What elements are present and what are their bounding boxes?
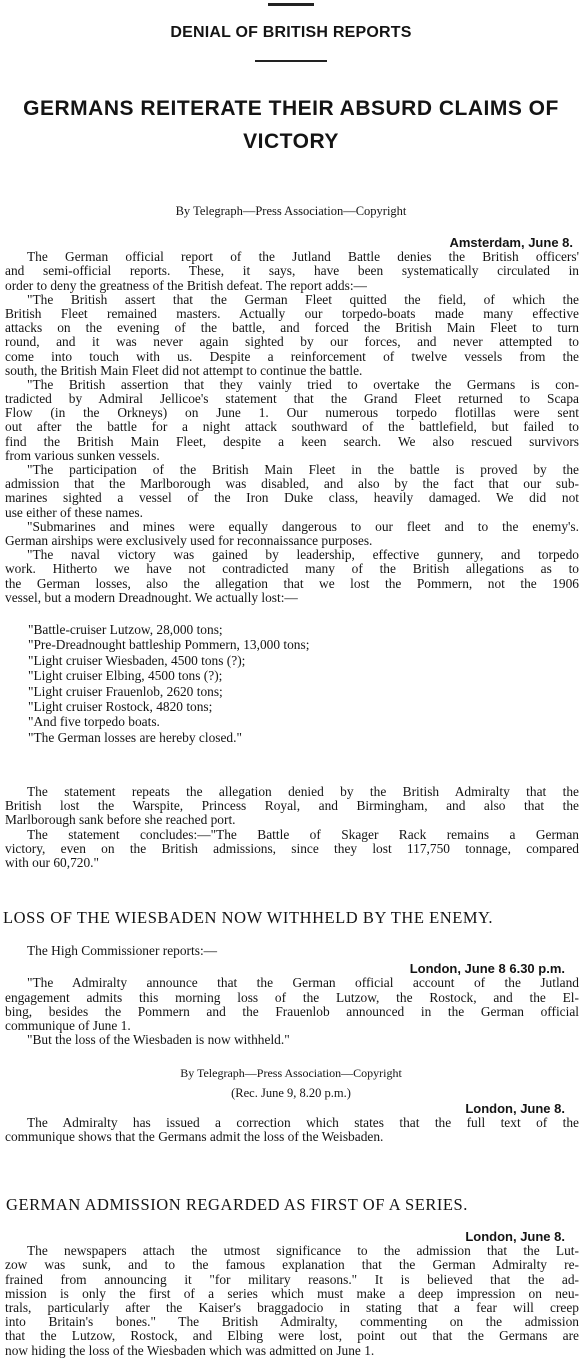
text-line: The newspapers attach the utmost significance to the admission that the Lut- <box>27 1244 579 1259</box>
text-line: marines sighted a vessel of the Iron Duke class, heavily damaged. We did not <box>5 491 579 506</box>
text-line: now hiding the loss of the Wiesbaden which was admitted on June 1. <box>5 1343 375 1358</box>
headline-top: DENIAL OF BRITISH REPORTS <box>170 24 412 41</box>
dateline: London, June 8. <box>465 1102 565 1116</box>
dateline: Amsterdam, June 8. <box>449 236 573 250</box>
text-line: zow was sunk, and to the famous explanation that the German Admiralty re- <box>5 1258 579 1273</box>
text-line: mission is only the first of a series which must make a deep impression on neu- <box>5 1286 579 1301</box>
text-line: "The British assert that the German Fleet quitted the field, of which the <box>27 292 579 307</box>
text-line: "Submarines and mines were equally dangerous to our fleet and to the enemy's. <box>27 519 579 534</box>
section-heading: GERMAN ADMISSION REGARDED AS FIRST OF A SERIES. <box>6 1195 468 1214</box>
text-line: that the Lutzow, Rostock, and Elbing were lost, point out that the Germans are <box>5 1329 579 1344</box>
text-line: The German official report of the Jutland Battle denies the British officers' <box>27 250 579 265</box>
story-closing <box>5 785 579 870</box>
text-line: victory, even on the British admissions, since they lost 117,750 tonnage, compared <box>5 841 579 856</box>
dateline: London, June 8 6.30 p.m. <box>409 962 565 977</box>
text-line: communique of June 1. <box>5 1018 131 1033</box>
byline: By Telegraph—Press Association—Copyright <box>175 204 407 218</box>
text-line: Flow (in the Orkneys) on June 1. Our numerous torpedo flotillas were sent <box>5 406 579 421</box>
byline: By Telegraph—Press Association—Copyright <box>180 1066 402 1080</box>
text-line: from various sunken vessels. <box>5 448 160 463</box>
text-line: "The Admiralty announce that the German official account of the Jutland <box>27 976 579 991</box>
text-line: British lost the Warspite, Princess Royal, and Birmingham, and also that the <box>5 799 579 814</box>
list-item: "Light cruiser Wiesbaden, 4500 tons (?); <box>28 652 246 668</box>
text-line: bing, besides the Pommern and the Frauenlob announced in the German official <box>5 1004 579 1019</box>
text-line: and semi-official reports. These, it says, have been systematically circulated in <box>5 264 579 279</box>
text-line: The High Commissioner reports:— <box>27 944 218 958</box>
text-line: tradicted by Admiral Jellicoe's statement that the Grand Fleet returned to Scapa <box>5 392 579 407</box>
text-line: order to deny the greatness of the British defeat. The report adds:— <box>5 278 367 293</box>
text-line: "But the loss of the Wiesbaden is now withheld." <box>27 1033 290 1048</box>
section-body <box>5 944 579 1047</box>
text-line: "The British assertion that they vainly tried to overtake the Germans is con- <box>27 377 579 392</box>
text-line: "The participation of the British Main Fleet in the battle is proved by the <box>27 463 579 477</box>
text-line: find the British Main Fleet, despite a keen search. We also rescued survivors <box>5 434 579 449</box>
list-item: "And five torpedo boats. <box>28 714 160 730</box>
text-line: German airships were exclusively used for reconnaissance purposes. <box>5 533 373 548</box>
headline-main: GERMANS REITERATE THEIR ABSURD CLAIMS OF VICTORY <box>23 97 559 153</box>
text-line: south, the British Main Fleet did not attempt to continue the battle. <box>5 363 363 378</box>
section-body <box>5 1230 579 1358</box>
text-line: The Admiralty has issued a correction which states that the full text of the <box>27 1116 579 1131</box>
dateline: London, June 8. <box>465 1230 565 1244</box>
text-line: attacks on the evening of the battle, and forced the British Main Fleet to turn <box>5 321 579 336</box>
text-line: engagement admits this morning loss of the Lutzow, the Rostock, and the El- <box>5 990 579 1005</box>
text-line: vessel, but a modern Dreadnought. We actually lost:— <box>5 590 298 605</box>
rule-under-headline <box>255 60 327 62</box>
text-line: trals, particularly after the Kaiser's braggadocio in stating that a fear will creep <box>5 1300 579 1315</box>
losses-list <box>5 622 579 745</box>
received-time: (Rec. June 9, 8.20 p.m.) <box>231 1086 351 1100</box>
list-item: "Light cruiser Rostock, 4820 tons; <box>28 698 213 714</box>
list-item: "Pre-Dreadnought battleship Pommern, 13,000 tons; <box>28 637 310 653</box>
list-item: "Battle-cruiser Lutzow, 28,000 tons; <box>28 622 223 637</box>
section-heading: LOSS OF THE WIESBADEN NOW WITHHELD BY THE ENEMY. <box>3 908 494 927</box>
list-item: "Light cruiser Elbing, 4500 tons (?); <box>28 668 223 684</box>
story-body <box>5 236 579 605</box>
text-line: with our 60,720." <box>5 855 99 870</box>
text-line: admission that the Marlborough was disabled, and also by the fact that our sub- <box>5 477 579 492</box>
text-line: communique shows that the Germans admit the loss of the Weisbaden. <box>5 1130 384 1145</box>
list-item: "Light cruiser Frauenlob, 2620 tons; <box>28 683 223 699</box>
text-line: into Britain's bones." The British Admiralty, commenting on the admission <box>5 1315 579 1330</box>
text-line: frained from announcing it "for military reasons." It is believed that the ad- <box>5 1272 579 1287</box>
text-line: out after the battle for a night attack southward of the battlefield, but failed to <box>5 420 579 435</box>
text-line: use either of these names. <box>5 505 143 520</box>
top-rule <box>268 3 314 6</box>
text-line: "The naval victory was gained by leadership, effective gunnery, and torpedo <box>27 548 579 563</box>
text-line: work. Hitherto we have not contradicted many of the British allegations as to <box>5 562 579 577</box>
section-body <box>5 1102 579 1145</box>
text-line: round, and it was never again sighted by our forces, and never attempted to <box>5 335 579 350</box>
text-line: the German losses, also the allegation that we lost the Pommern, not the 1906 <box>5 576 579 591</box>
list-item: "The German losses are hereby closed." <box>28 729 242 745</box>
text-line: British Fleet remained masters. Actually our torpedo-boats made many effective <box>5 306 579 321</box>
text-line: The statement concludes:—"The Battle of Skager Rack remains a German <box>27 827 579 842</box>
text-line: Marlborough sank before she reached port. <box>5 813 236 828</box>
text-line: The statement repeats the allegation denied by the British Admiralty that the <box>27 785 579 799</box>
text-line: come into touch with us. Despite a reinforcement of twelve vessels from the <box>5 349 579 364</box>
